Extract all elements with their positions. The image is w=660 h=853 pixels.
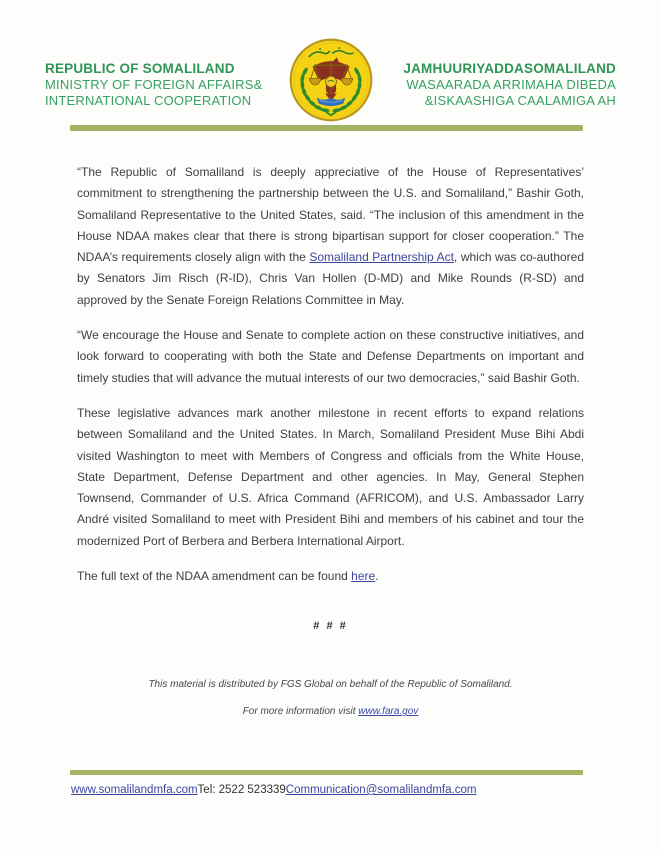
letterhead bbox=[0, 0, 660, 122]
paragraph-4-text-post: . bbox=[375, 569, 379, 584]
header-divider-bar bbox=[70, 125, 583, 131]
letterhead-somali bbox=[375, 61, 617, 109]
letterhead-somali-ministry: WASAARADA ARRIMAHA DIBEDA bbox=[406, 77, 616, 92]
ndaa-amendment-here-link[interactable]: here bbox=[351, 569, 376, 584]
more-info-text: For more information visit bbox=[242, 706, 359, 718]
end-marker: # # # bbox=[313, 620, 348, 633]
contact-line bbox=[71, 784, 660, 796]
paragraph-quote-goth-1 bbox=[77, 162, 584, 311]
mfa-website-link[interactable]: www.somalilandmfa.com bbox=[71, 784, 198, 796]
paragraph-1-text-pre: “The Republic of Somaliland is deeply appreciative of the House of Representatives’ commitment to strengthening the partnership between the U.S. and Somaliland,” Bashir Goth, Somaliland Representative to the United States, said. “The inclusion of this amendment in the House NDAA makes clear that there is strong bipartisan support for closer cooperation.” The NDAA’s requirements closely align with the bbox=[77, 165, 584, 265]
letterhead-english bbox=[45, 61, 287, 109]
page-footer bbox=[0, 770, 660, 796]
somaliland-partnership-act-link[interactable]: Somaliland Partnership Act bbox=[309, 250, 454, 265]
press-release-body bbox=[77, 162, 584, 717]
letterhead-english-cooperation: INTERNATIONAL COOPERATION bbox=[45, 93, 252, 108]
letterhead-english-title: REPUBLIC OF SOMALILAND bbox=[45, 61, 235, 76]
paragraph-legislative-advances: These legislative advances mark another milestone in recent efforts to expand relations between Somaliland and the United States. In March, Somaliland President Muse Bihi Abdi visited Washington to meet with Members of Congress and officials from the White House, State Department, Defense Department and other agencies. In May, General Stephen Townsend, Commander of U.S. Africa Command (AFRICOM), and U.S. Ambassador Larry André visited Somaliland to meet with President Bihi and members of his cabinet and tour the modernized Port of Berbera and Berbera International Airport. bbox=[77, 405, 584, 548]
footer-divider-bar bbox=[70, 770, 583, 775]
paragraph-1-text-post: , which was co-authored by Senators Jim Risch (R-ID), Chris Van Hollen (D-MD) and Mike Rounds (R-SD) and approved by the Senate Foreign Relations Committee in May. bbox=[77, 250, 585, 307]
letterhead-somali-cooperation: &ISKAASHIGA CAALAMIGA AH bbox=[424, 93, 616, 108]
contact-tel: Tel: 2522 523339 bbox=[197, 784, 286, 796]
paragraph-4-text-pre: The full text of the NDAA amendment can be found bbox=[77, 569, 352, 584]
paragraph-quote-goth-2: “We encourage the House and Senate to complete action on these constructive initiatives, and look forward to cooperating with both the State and Defense Departments on important and timely studies that will advance the mutual interests of our two democracies,” said Bashir Goth. bbox=[77, 328, 584, 385]
letterhead-somali-title: JAMHUURIYADDASOMALILAND bbox=[403, 61, 616, 76]
paragraph-full-text bbox=[77, 566, 584, 587]
fara-gov-link[interactable]: www.fara.gov bbox=[358, 706, 419, 718]
more-info-note bbox=[77, 706, 584, 717]
mfa-email-link[interactable]: Communication@somalilandmfa.com bbox=[285, 784, 477, 796]
somaliland-emblem-icon bbox=[287, 38, 375, 122]
distribution-note: This material is distributed by FGS Global on behalf of the Republic of Somaliland. bbox=[148, 679, 513, 691]
letterhead-english-ministry: MINISTRY OF FOREIGN AFFAIRS& bbox=[45, 77, 263, 92]
